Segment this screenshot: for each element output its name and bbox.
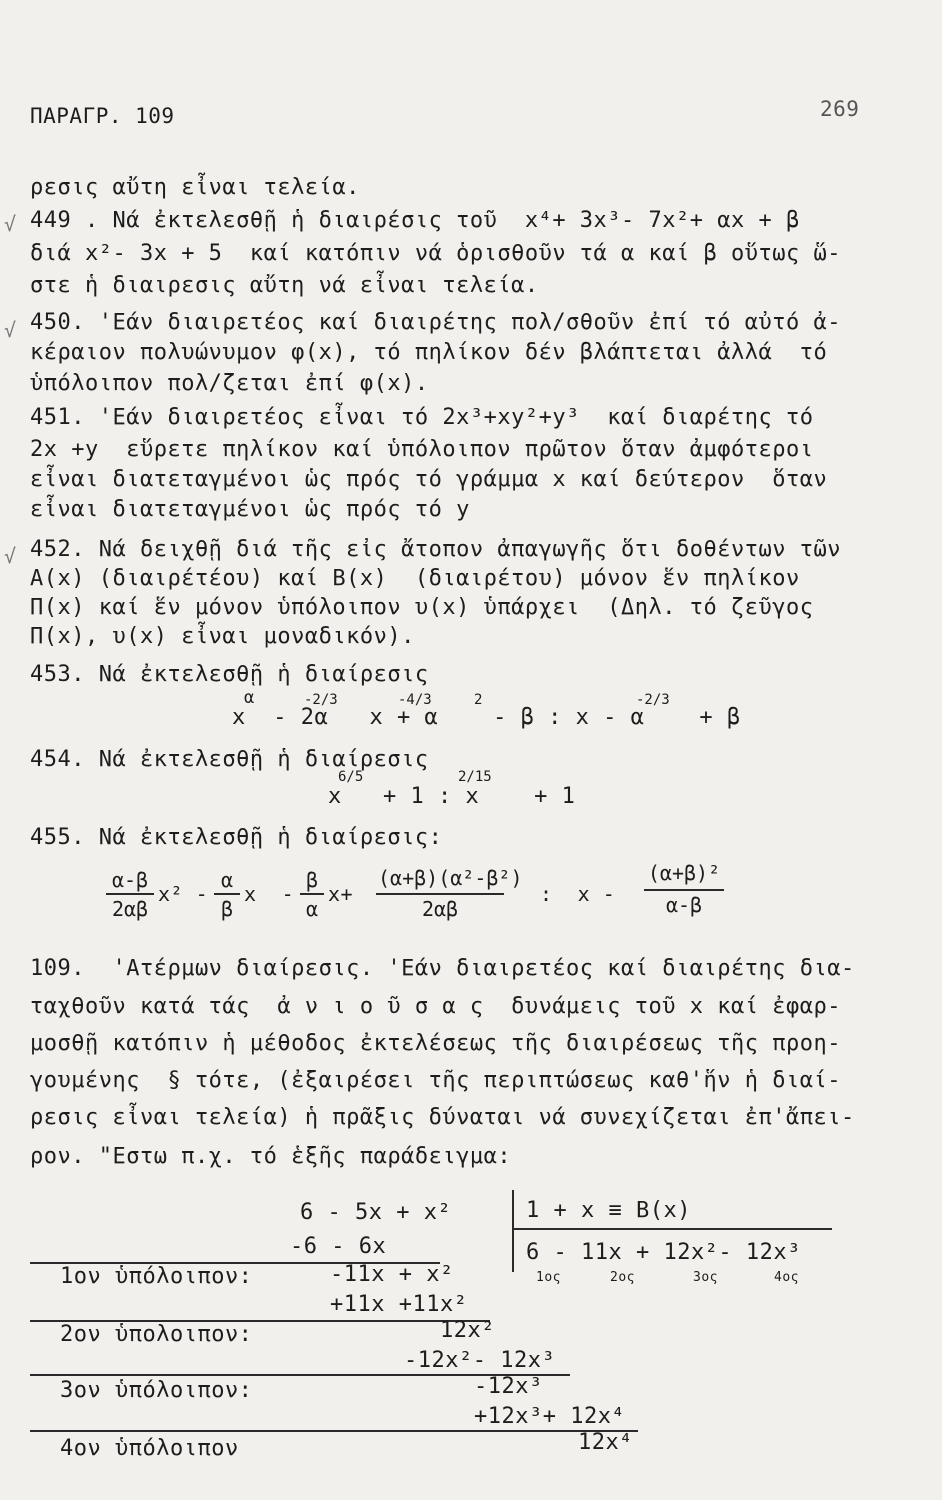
quotient: 6 - 11x + 12x²- 12x³ [526, 1240, 801, 1265]
text-line: μοσθῇ κατόπιν ἡ μέθοδος ἐκτελέσεως τῆς διαιρέσεως τῆς προη- [30, 1031, 841, 1056]
text-line: γουμένης § τότε, (ἐξαιρέσει τῆς περιπτώσεως καθ'ἥν ἡ διαί- [30, 1068, 841, 1093]
check-mark-icon: √ [4, 212, 17, 236]
equation-exponent: -2/3 [304, 692, 338, 708]
equation-exponent: -2/3 [636, 692, 670, 708]
check-mark-icon: √ [4, 318, 17, 342]
fraction-denominator: 2αβ [111, 897, 149, 921]
remainder-label: 2ον ὑπολοιπον: [60, 1322, 253, 1347]
remainder-label: 3ον ὑπόλοιπον: [60, 1378, 253, 1403]
fraction-numerator: (α+β)(α²-β²) [378, 866, 523, 890]
exercise-452: 452. Νά δειχθῇ διά τῆς εἰς ἄτοπον ἀπαγωγῆς ὅτι δοθέντων τῶν [30, 537, 841, 562]
remainder-label: 4ον ὑπόλοιπον [60, 1436, 239, 1461]
text-line: ὑπόλοιπον πολ/ζεται ἐπί φ(x). [30, 371, 429, 396]
fraction-numerator: (α+β)² [647, 861, 721, 885]
remainder-value: 12x⁴ [578, 1430, 633, 1455]
fraction-denominator: 2αβ [421, 897, 459, 921]
equation-term: x² - [158, 882, 209, 906]
fraction-bar [644, 889, 724, 891]
fraction-bar [106, 893, 154, 895]
equation-exponent: -4/3 [398, 692, 432, 708]
equation-term: x+ [328, 882, 354, 906]
section-109-heading: 109. 'Ατέρμων διαίρεσις. 'Εάν διαιρετέος καί διαιρέτης δια- [30, 956, 855, 981]
quotient-term-label: 4ος [774, 1270, 799, 1285]
equation-term: x - [244, 882, 295, 906]
divisor-underline [512, 1228, 832, 1230]
text-line: Α(x) (διαιρέτέου) καί Β(x) (διαιρέτου) μόνον ἕν πηλίκον [30, 566, 800, 591]
page-number: 269 [820, 97, 860, 121]
fraction-numerator: α [220, 868, 234, 892]
text-line: ρεσις εἶναι τελεία) ἡ πρᾶξις δύναται νά συνεχίζεται ἐπ'ἄπει- [30, 1105, 855, 1130]
fraction-bar [376, 893, 504, 895]
remainder-value: -11x + x² [330, 1262, 454, 1287]
exercise-450: 450. 'Εάν διαιρετέος καί διαιρέτης πολ/σθοῦν ἐπί τό αὐτό ἀ- [30, 310, 841, 335]
remainder-value: 12x² [440, 1318, 495, 1343]
text-line: στε ἡ διαιρεσις αὔτη νά εἶναι τελεία. [30, 273, 539, 298]
fraction-denominator: β [220, 897, 234, 921]
subtrahend: -12x²- 12x³ [404, 1348, 556, 1373]
text-line: διά x²- 3x + 5 καί κατόπιν νά ὁρισθοῦν τά α καί β οὕτως ὥ- [30, 241, 841, 266]
fraction-denominator: α-β [665, 893, 703, 917]
subtrahend: +11x +11x² [330, 1292, 468, 1317]
running-header: ΠΑΡΑΓΡ. 109 [30, 104, 175, 128]
division-vertical-bar [512, 1190, 514, 1272]
subtrahend: +12x³+ 12x⁴ [474, 1404, 626, 1429]
quotient-term-label: 2ος [610, 1270, 635, 1285]
text-line: Π(x), υ(x) εἶναι μοναδικόν). [30, 624, 415, 649]
remainder-value: -12x³ [474, 1374, 543, 1399]
text-line: ρον. "Εστω π.χ. τό ἑξῆς παράδειγμα: [30, 1144, 512, 1169]
exercise-453: 453. Νά ἐκτελεσθῇ ἡ διαίρεσις [30, 662, 429, 687]
text-line: Π(x) καί ἕν μόνον ὑπόλοιπον υ(x) ὑπάρχει (Δηλ. τό ζεῦγος [30, 595, 814, 620]
equation-exponent: 2 [474, 692, 483, 708]
fraction-numerator: α-β [111, 868, 149, 892]
exercise-449: 449 . Νά ἐκτελεσθῇ ἡ διαιρέσις τοῦ x⁴+ 3x³- 7x²+ αx + β [30, 208, 800, 233]
text-line: ταχθοῦν κατά τάς ἀ ν ι ο ῦ σ α ς δυνάμεις τοῦ x καί ἐφαρ- [30, 994, 841, 1019]
equation-exponent: α [244, 688, 255, 708]
remainder-label: 1ον ὑπόλοιπον: [60, 1264, 253, 1289]
check-mark-icon: √ [4, 544, 17, 568]
equation-454: x + 1 : x + 1 [328, 784, 576, 809]
exercise-454: 454. Νά ἐκτελεσθῇ ἡ διαίρεσις [30, 747, 429, 772]
fraction-denominator: α [305, 897, 319, 921]
quotient-term-label: 3ος [693, 1270, 718, 1285]
fraction-bar [300, 893, 324, 895]
subtrahend: -6 - 6x [290, 1234, 387, 1259]
fraction-bar [214, 893, 240, 895]
quotient-term-label: 1ος [536, 1270, 561, 1285]
equation-exponent: 6/5 [338, 769, 364, 785]
equation-453: x - 2α x + α - β : x - α + β [232, 705, 741, 730]
fraction-numerator: β [305, 868, 319, 892]
exercise-451: 451. 'Εάν διαιρετέος εἶναι τό 2x³+xy²+y³ καί διαρέτης τό [30, 405, 814, 430]
division-rule [30, 1430, 638, 1432]
text-line: ρεσις αὔτη εἶναι τελεία. [30, 175, 360, 200]
divisor: 1 + x ≡ Β(x) [526, 1198, 691, 1223]
exercise-455: 455. Νά ἐκτελεσθῇ ἡ διαίρεσις: [30, 825, 443, 850]
equation-exponent: 2/15 [458, 769, 492, 785]
text-line: εἶναι διατεταγμένοι ὡς πρός τό y [30, 497, 470, 522]
text-line: κέραιον πολυώνυμον φ(x), τό πηλίκον δέν βλάπτεται ἀλλά τό [30, 340, 828, 365]
equation-term: : x - [540, 882, 616, 906]
text-line: εἶναι διατεταγμένοι ὡς πρός τό γράμμα x καί δεύτερον ὅταν [30, 467, 828, 492]
text-line: 2x +y εὕρετε πηλίκον καί ὑπόλοιπον πρῶτον ὅταν ἀμφότεροι [30, 437, 814, 462]
dividend: 6 - 5x + x² [300, 1200, 452, 1225]
